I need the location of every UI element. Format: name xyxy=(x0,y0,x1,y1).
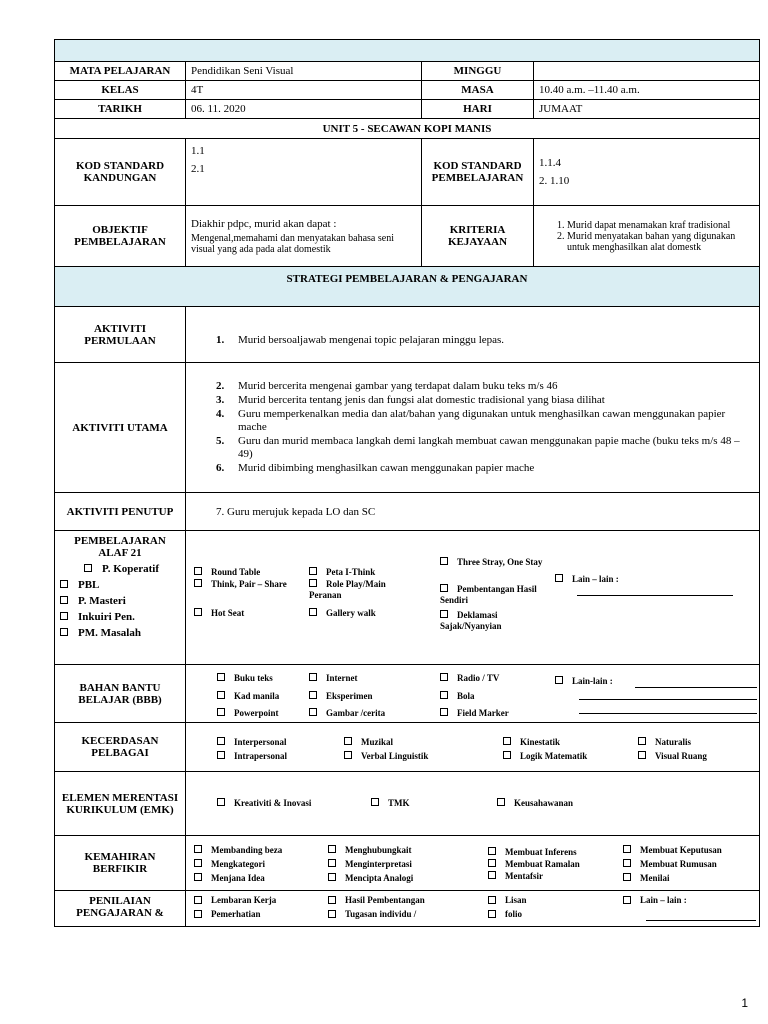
checkbox-icon xyxy=(623,845,631,853)
checkbox-icon xyxy=(328,896,336,904)
option-buku-teks[interactable]: Buku teks xyxy=(217,673,273,684)
kod-kandungan-2: 2.1 xyxy=(191,163,205,175)
hari-value: JUMAAT xyxy=(534,100,760,119)
checkbox-icon xyxy=(555,574,563,582)
option-gallery-walk[interactable]: Gallery walk xyxy=(309,608,376,619)
tarikh-value: 06. 11. 2020 xyxy=(186,100,422,119)
option-visual-ruang[interactable]: Visual Ruang xyxy=(638,751,707,762)
aktiviti-item: 1. Murid bersoaljawab mengenai topic pelajaran minggu lepas. xyxy=(216,334,505,346)
mata-pelajaran-value: Pendidikan Seni Visual xyxy=(186,62,422,81)
kemahiran-options xyxy=(186,836,760,891)
objektif-value xyxy=(186,206,422,267)
checkbox-icon xyxy=(217,751,225,759)
option-membanding-beza[interactable]: Membanding beza xyxy=(194,845,282,856)
option-membuat-rumusan[interactable]: Membuat Rumusan xyxy=(623,859,717,870)
kod-pembelajaran-value xyxy=(534,139,760,206)
pembelajaran-abad21-cell xyxy=(55,531,186,665)
option-pembentangan[interactable]: Pembentangan Hasil Sendiri xyxy=(440,583,537,605)
checkbox-icon xyxy=(194,859,202,867)
pembelajaran-item: PBL xyxy=(60,577,180,593)
checkbox-icon xyxy=(194,567,202,575)
checkbox-icon xyxy=(488,871,496,879)
option-intrapersonal[interactable]: Intrapersonal xyxy=(217,751,287,762)
checkbox-icon xyxy=(194,579,202,587)
checkbox-icon xyxy=(344,737,352,745)
option-deklamasi[interactable]: Deklamasi Sajak/Nyanyian xyxy=(440,609,502,631)
emk-options xyxy=(186,772,760,836)
option-powerpoint[interactable]: Powerpoint xyxy=(217,708,279,719)
checkbox-icon xyxy=(623,896,631,904)
option-pemerhatian[interactable]: Pemerhatian xyxy=(194,909,261,920)
checkbox-icon[interactable] xyxy=(60,612,68,620)
pembelajaran-item: PM. Masalah xyxy=(60,625,180,641)
checkbox-icon xyxy=(488,910,496,918)
kriteria-item: 2. Murid menyatakan bahan yang digunakan untuk menghasilkan alat domestk xyxy=(567,231,754,253)
kod-kandungan-value xyxy=(186,139,422,206)
penilaian-options xyxy=(186,891,760,927)
option-radio-tv[interactable]: Radio / TV xyxy=(440,673,499,684)
checkbox-icon xyxy=(309,708,317,716)
checkbox-icon xyxy=(440,708,448,716)
checkbox-icon xyxy=(217,708,225,716)
unit-title: UNIT 5 - SECAWAN KOPI MANIS xyxy=(55,119,760,139)
aktiviti-penutup-label: AKTIVITI PENUTUP xyxy=(55,493,186,531)
kod-kandungan-1: 1.1 xyxy=(191,145,205,157)
kod-pembelajaran-2: 2. 1.10 xyxy=(539,175,570,187)
kecerdasan-label: KECERDASAN PELBAGAI xyxy=(55,723,186,772)
option-logik-matematik[interactable]: Logik Matematik xyxy=(503,751,587,762)
option-membuat-ramalan[interactable]: Membuat Ramalan xyxy=(488,859,580,870)
checkbox-icon xyxy=(440,584,448,592)
strategi-title: STRATEGI PEMBELAJARAN & PENGAJARAN xyxy=(55,267,760,307)
option-kreativiti[interactable]: Kreativiti & Inovasi xyxy=(217,798,311,809)
emk-label: ELEMEN MERENTASI KURIKULUM (EMK) xyxy=(55,772,186,836)
lesson-plan-table xyxy=(54,39,760,927)
option-hot-seat[interactable]: Hot Seat xyxy=(194,608,244,619)
checkbox-icon xyxy=(309,579,317,587)
blank-line[interactable] xyxy=(577,594,733,596)
checkbox-icon[interactable] xyxy=(60,596,68,604)
kriteria-value xyxy=(534,206,760,267)
option-eksperimen[interactable]: Eksperimen xyxy=(309,691,373,702)
option-lain-lain[interactable]: Lain – lain : xyxy=(623,895,687,906)
kelas-value: 4T xyxy=(186,81,422,100)
option-bola[interactable]: Bola xyxy=(440,691,475,702)
checkbox-icon xyxy=(440,673,448,681)
checkbox-icon xyxy=(217,737,225,745)
checkbox-icon xyxy=(217,691,225,699)
checkbox-icon[interactable] xyxy=(84,564,92,572)
option-peta-ithink[interactable]: Peta I-Think xyxy=(309,567,375,578)
checkbox-icon xyxy=(328,845,336,853)
checkbox-icon xyxy=(328,910,336,918)
checkbox-icon xyxy=(497,798,505,806)
kelas-label: KELAS xyxy=(55,81,186,100)
aktiviti-item: 6. Murid dibimbing menghasilkan cawan menggunakan papier mache xyxy=(216,462,535,474)
option-lain-lain[interactable]: Lain-lain : xyxy=(555,676,613,687)
option-menginterpretasi[interactable]: Menginterpretasi xyxy=(328,859,412,870)
option-folio[interactable]: folio xyxy=(488,909,522,920)
option-role-play[interactable]: Role Play/Main Peranan xyxy=(309,578,386,600)
checkbox-icon xyxy=(217,673,225,681)
checkbox-icon xyxy=(555,676,563,684)
option-think-pair-share[interactable]: Think, Pair – Share xyxy=(194,579,294,590)
pembelajaran-item: Inkuiri Pen. xyxy=(60,609,180,625)
option-kad-manila[interactable]: Kad manila xyxy=(217,691,279,702)
checkbox-icon xyxy=(488,859,496,867)
option-verbal-linguistik[interactable]: Verbal Linguistik xyxy=(344,751,428,762)
checkbox-icon[interactable] xyxy=(60,628,68,636)
checkbox-icon xyxy=(309,567,317,575)
kemahiran-label: KEMAHIRAN BERFIKIR xyxy=(55,836,186,891)
option-lisan[interactable]: Lisan xyxy=(488,895,527,906)
checkbox-icon xyxy=(217,798,225,806)
checkbox-icon xyxy=(440,557,448,565)
minggu-value xyxy=(534,62,760,81)
aktiviti-penutup-content: 7. Guru merujuk kepada LO dan SC xyxy=(186,493,760,531)
checkbox-icon xyxy=(194,896,202,904)
aktiviti-utama-content xyxy=(186,363,760,493)
option-mengkategori[interactable]: Mengkategori xyxy=(194,859,265,870)
checkbox-icon xyxy=(503,737,511,745)
blank-line[interactable] xyxy=(646,919,756,921)
checkbox-icon xyxy=(488,847,496,855)
option-round-table[interactable]: Round Table xyxy=(194,567,260,578)
option-menilai[interactable]: Menilai xyxy=(623,873,670,884)
blank-line[interactable] xyxy=(579,712,757,714)
objektif-intro: Diakhir pdpc, murid akan dapat : xyxy=(191,217,337,230)
pembelajaran-options xyxy=(186,531,760,665)
objektif-text: Mengenal,memahami dan menyatakan bahasa seni visual yang ada pada alat domestik xyxy=(191,232,394,255)
checkbox-icon[interactable] xyxy=(60,580,68,588)
checkbox-icon xyxy=(503,751,511,759)
pembelajaran-abad21-label: PEMBELAJARAN ALAF 21 xyxy=(74,535,166,559)
checkbox-icon xyxy=(623,859,631,867)
checkbox-icon xyxy=(488,896,496,904)
checkbox-icon xyxy=(440,610,448,618)
header-band xyxy=(55,40,760,62)
option-interpersonal[interactable]: Interpersonal xyxy=(217,737,287,748)
option-tugasan-individu[interactable]: Tugasan individu / xyxy=(328,909,416,920)
checkbox-icon xyxy=(638,751,646,759)
option-tmk[interactable]: TMK xyxy=(371,798,410,809)
option-three-stray[interactable]: Three Stray, One Stay xyxy=(440,557,548,568)
minggu-label: MINGGU xyxy=(422,62,534,81)
option-keusahawanan[interactable]: Keusahawanan xyxy=(497,798,573,809)
bbb-label: BAHAN BANTU BELAJAR (BBB) xyxy=(55,665,186,723)
aktiviti-permulaan-content xyxy=(186,307,760,363)
option-mentafsir[interactable]: Mentafsir xyxy=(488,871,543,882)
option-lain-lain[interactable]: Lain – lain : xyxy=(555,574,619,585)
masa-value: 10.40 a.m. –11.40 a.m. xyxy=(534,81,760,100)
checkbox-icon xyxy=(328,873,336,881)
checkbox-icon xyxy=(371,798,379,806)
kecerdasan-options xyxy=(186,723,760,772)
option-mencipta-analogi[interactable]: Mencipta Analogi xyxy=(328,873,413,884)
option-kinestatik[interactable]: Kinestatik xyxy=(503,737,560,748)
checkbox-icon xyxy=(194,873,202,881)
checkbox-icon xyxy=(344,751,352,759)
aktiviti-item: 4. Guru memperkenalkan media dan alat/bahan yang digunakan untuk menghasilkan cawan menggunakan papier mache xyxy=(216,408,726,433)
masa-label: MASA xyxy=(422,81,534,100)
option-naturalis[interactable]: Naturalis xyxy=(638,737,691,748)
aktiviti-permulaan-label: AKTIVITI PERMULAAN xyxy=(55,307,186,363)
checkbox-icon xyxy=(440,691,448,699)
checkbox-icon xyxy=(194,910,202,918)
checkbox-icon xyxy=(309,608,317,616)
page-number: 1 xyxy=(741,996,748,1010)
aktiviti-utama-label: AKTIVITI UTAMA xyxy=(55,363,186,493)
checkbox-icon xyxy=(194,845,202,853)
bbb-options xyxy=(186,665,760,723)
option-menghubungkait[interactable]: Menghubungkait xyxy=(328,845,412,856)
kriteria-label: KRITERIA KEJAYAAN xyxy=(422,206,534,267)
aktiviti-item: 5. Guru dan murid membaca langkah demi langkah membuat cawan menggunakan papie mache (buku teks m/s 48 – 49) xyxy=(216,435,740,460)
checkbox-icon xyxy=(194,608,202,616)
kriteria-item: 1. Murid dapat menamakan kraf tradisional xyxy=(567,220,754,231)
checkbox-icon xyxy=(623,873,631,881)
objektif-label: OBJEKTIF PEMBELAJARAN xyxy=(55,206,186,267)
checkbox-icon xyxy=(328,859,336,867)
option-menjana-idea[interactable]: Menjana Idea xyxy=(194,873,265,884)
option-membuat-keputusan[interactable]: Membuat Keputusan xyxy=(623,845,722,856)
checkbox-icon xyxy=(638,737,646,745)
option-field-marker[interactable]: Field Marker xyxy=(440,708,509,719)
checkbox-icon xyxy=(309,691,317,699)
option-hasil-pembentangan[interactable]: Hasil Pembentangan xyxy=(328,895,425,906)
option-lembaran-kerja[interactable]: Lembaran Kerja xyxy=(194,895,276,906)
option-muzikal[interactable]: Muzikal xyxy=(344,737,393,748)
mata-pelajaran-label: MATA PELAJARAN xyxy=(55,62,186,81)
checkbox-icon xyxy=(309,673,317,681)
hari-label: HARI xyxy=(422,100,534,119)
pembelajaran-item: P. Masteri xyxy=(60,593,180,609)
tarikh-label: TARIKH xyxy=(55,100,186,119)
option-gambar-cerita[interactable]: Gambar /cerita xyxy=(309,708,385,719)
aktiviti-item: 2. Murid bercerita mengenai gambar yang terdapat dalam buku teks m/s 46 xyxy=(216,380,558,392)
kod-pembelajaran-label: KOD STANDARD PEMBELAJARAN xyxy=(422,139,534,206)
blank-line[interactable] xyxy=(579,698,757,700)
option-internet[interactable]: Internet xyxy=(309,673,358,684)
kod-pembelajaran-1: 1.1.4 xyxy=(539,157,561,169)
kod-kandungan-label: KOD STANDARD KANDUNGAN xyxy=(55,139,186,206)
aktiviti-item: 3. Murid bercerita tentang jenis dan fungsi alat domestic tradisional yang biasa dilihat xyxy=(216,394,605,406)
penilaian-label: PENILAIAN PENGAJARAN & xyxy=(55,891,186,927)
option-membuat-inferens[interactable]: Membuat Inferens xyxy=(488,847,577,858)
pembelajaran-item: P. Koperatif xyxy=(60,561,180,577)
blank-line[interactable] xyxy=(635,686,757,688)
